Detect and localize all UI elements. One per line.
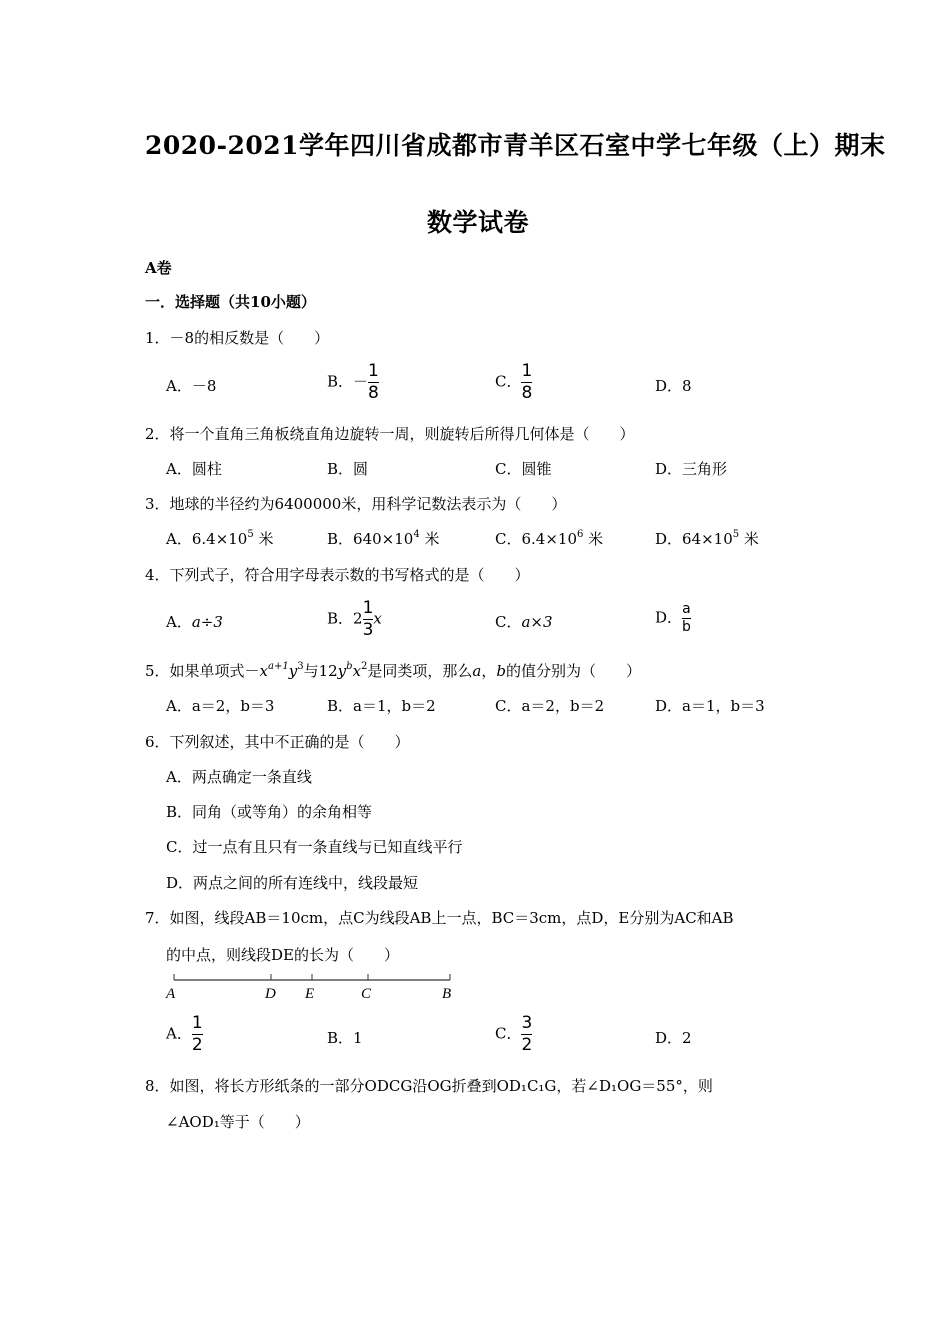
question-7-option-b: B．1 (327, 1029, 363, 1047)
exponent: 5 (732, 529, 740, 540)
exponent: 6 (577, 529, 584, 540)
question-5-option-c: C．a＝2，b＝2 (495, 697, 605, 715)
question-7-option-d: D．2 (655, 1029, 692, 1047)
option-label: D． (655, 608, 683, 627)
option-label: B． (327, 372, 354, 391)
question-4-option-c (495, 611, 553, 632)
question-2-option-b: B．圆 (327, 460, 369, 478)
option-label: A． (166, 613, 192, 631)
base: 6.4×10 (191, 530, 248, 548)
question-1-option-d: D．8 (655, 377, 692, 395)
question-8-stem-line-1: 8．如图，将长方形纸条的一部分ODCG沿OG折叠到OD₁C₁G，若∠D₁OG＝55°，则 (145, 1077, 713, 1095)
question-2-option-d: D．三角形 (655, 460, 728, 478)
question-3-option-d (655, 528, 759, 549)
fraction (363, 599, 374, 640)
fraction (521, 362, 532, 403)
variable: x (373, 609, 382, 628)
text: 与12 (303, 662, 338, 680)
question-6-option-a: A．两点确定一条直线 (166, 768, 312, 786)
point-label-e: E (305, 986, 315, 1002)
question-1-option-c (495, 362, 532, 403)
question-5-option-b: B．a＝1，b＝2 (327, 697, 436, 715)
segment-figure (160, 968, 460, 1004)
var: x (352, 662, 362, 680)
question-3-stem: 3．地球的半径约为6400000米，用科学记数法表示为（ ） (145, 495, 567, 513)
exponent: 4 (413, 529, 420, 540)
question-5-option-d: D．a＝1，b＝3 (655, 697, 765, 715)
exponent: 2 (361, 661, 368, 672)
expression: a×3 (521, 613, 553, 631)
question-8-stem-line-2: ∠AOD₁等于（ ） (166, 1113, 310, 1131)
denominator: 2 (191, 1035, 203, 1055)
denominator: 8 (521, 383, 533, 403)
var: a (472, 662, 482, 680)
base: 6.4×10 (521, 530, 577, 548)
option-label: C． (495, 1024, 522, 1043)
question-7-stem-line-2: 的中点，则线段DE的长为（ ） (166, 946, 399, 964)
question-3-option-c (495, 528, 603, 549)
minus-sign: － (353, 372, 369, 391)
var: y (337, 662, 347, 680)
question-6-option-d: D．两点之间的所有连线中，线段最短 (166, 874, 419, 892)
base: 640×10 (353, 530, 414, 548)
numerator: 1 (362, 598, 374, 618)
fraction (192, 1014, 203, 1055)
question-6-option-c: C．过一点有且只有一条直线与已知直线平行 (166, 838, 463, 856)
question-4-option-d (655, 602, 691, 635)
fraction (368, 362, 379, 403)
point-label-a: A (166, 986, 176, 1002)
denominator: 2 (521, 1035, 533, 1055)
fraction (682, 602, 691, 635)
numerator: 1 (191, 1013, 203, 1033)
option-label: C． (495, 613, 522, 631)
question-4-stem: 4．下列式子，符合用字母表示数的书写格式的是（ ） (145, 566, 530, 584)
var: b (496, 662, 506, 680)
numerator: 3 (521, 1013, 533, 1033)
question-1-option-a: A．－8 (166, 377, 217, 395)
whole-number: 2 (353, 609, 363, 628)
fraction (521, 1014, 532, 1055)
option-label: B． (327, 530, 354, 548)
var: y (288, 662, 298, 680)
question-1-option-b (327, 362, 379, 403)
question-4-option-b (327, 599, 382, 640)
question-3-option-b (327, 528, 439, 549)
question-3-option-a (166, 528, 274, 549)
option-label: D． (655, 530, 683, 548)
base: 64×10 (682, 530, 733, 548)
expression: a÷3 (191, 613, 223, 631)
question-2-stem: 2．将一个直角三角板绕直角边旋转一周，则旋转后所得几何体是（ ） (145, 425, 635, 443)
option-label: B． (327, 609, 354, 628)
question-5-option-a: A．a＝2，b＝3 (166, 697, 275, 715)
point-label-d: D (265, 986, 276, 1002)
denominator: 8 (368, 383, 379, 403)
question-7-option-c (495, 1014, 532, 1055)
title-line-1: 2020-2021学年四川省成都市青羊区石室中学七年级（上）期末 (145, 131, 886, 160)
numerator: a (682, 601, 691, 617)
title-line-2: 数学试卷 (427, 208, 530, 237)
text: 5．如果单项式－ (145, 662, 260, 680)
question-7-stem-line-1: 7．如图，线段AB＝10cm，点C为线段AB上一点，BC＝3cm，点D，E分别为AC和AB (145, 909, 734, 927)
question-4-option-a (166, 611, 223, 632)
unit: 米 (419, 530, 440, 548)
question-2-option-c: C．圆锥 (495, 460, 552, 478)
question-6-option-b: B．同角（或等角）的余角相等 (166, 803, 373, 821)
point-label-b: B (442, 986, 452, 1002)
text: ， (481, 662, 497, 680)
exponent: a+1 (268, 661, 289, 672)
text: 的值分别为（ ） (506, 662, 642, 680)
denominator: 3 (362, 620, 374, 640)
var: x (259, 662, 269, 680)
numerator: 1 (368, 361, 379, 381)
option-label: A． (166, 1024, 192, 1043)
unit: 米 (583, 530, 604, 548)
unit: 米 (253, 530, 274, 548)
question-7-option-a (166, 1014, 203, 1055)
question-1-stem: 1．－8的相反数是（ ） (145, 329, 330, 347)
denominator: b (682, 619, 691, 635)
section-choice-heading: 一．选择题（共10小题） (145, 293, 316, 311)
option-label: C． (495, 530, 522, 548)
question-6-stem: 6．下列叙述，其中不正确的是（ ） (145, 733, 410, 751)
question-2-option-a: A．圆柱 (166, 460, 222, 478)
option-label: C． (495, 372, 522, 391)
numerator: 1 (521, 361, 533, 381)
option-label: A． (166, 530, 192, 548)
point-label-c: C (361, 986, 372, 1002)
exponent: b (346, 661, 353, 672)
section-a-label: A卷 (145, 259, 172, 277)
unit: 米 (739, 530, 759, 548)
text: 是同类项，那么 (367, 662, 473, 680)
exponent: 5 (247, 529, 254, 540)
exponent: 3 (297, 661, 304, 672)
question-5-stem (145, 660, 641, 681)
